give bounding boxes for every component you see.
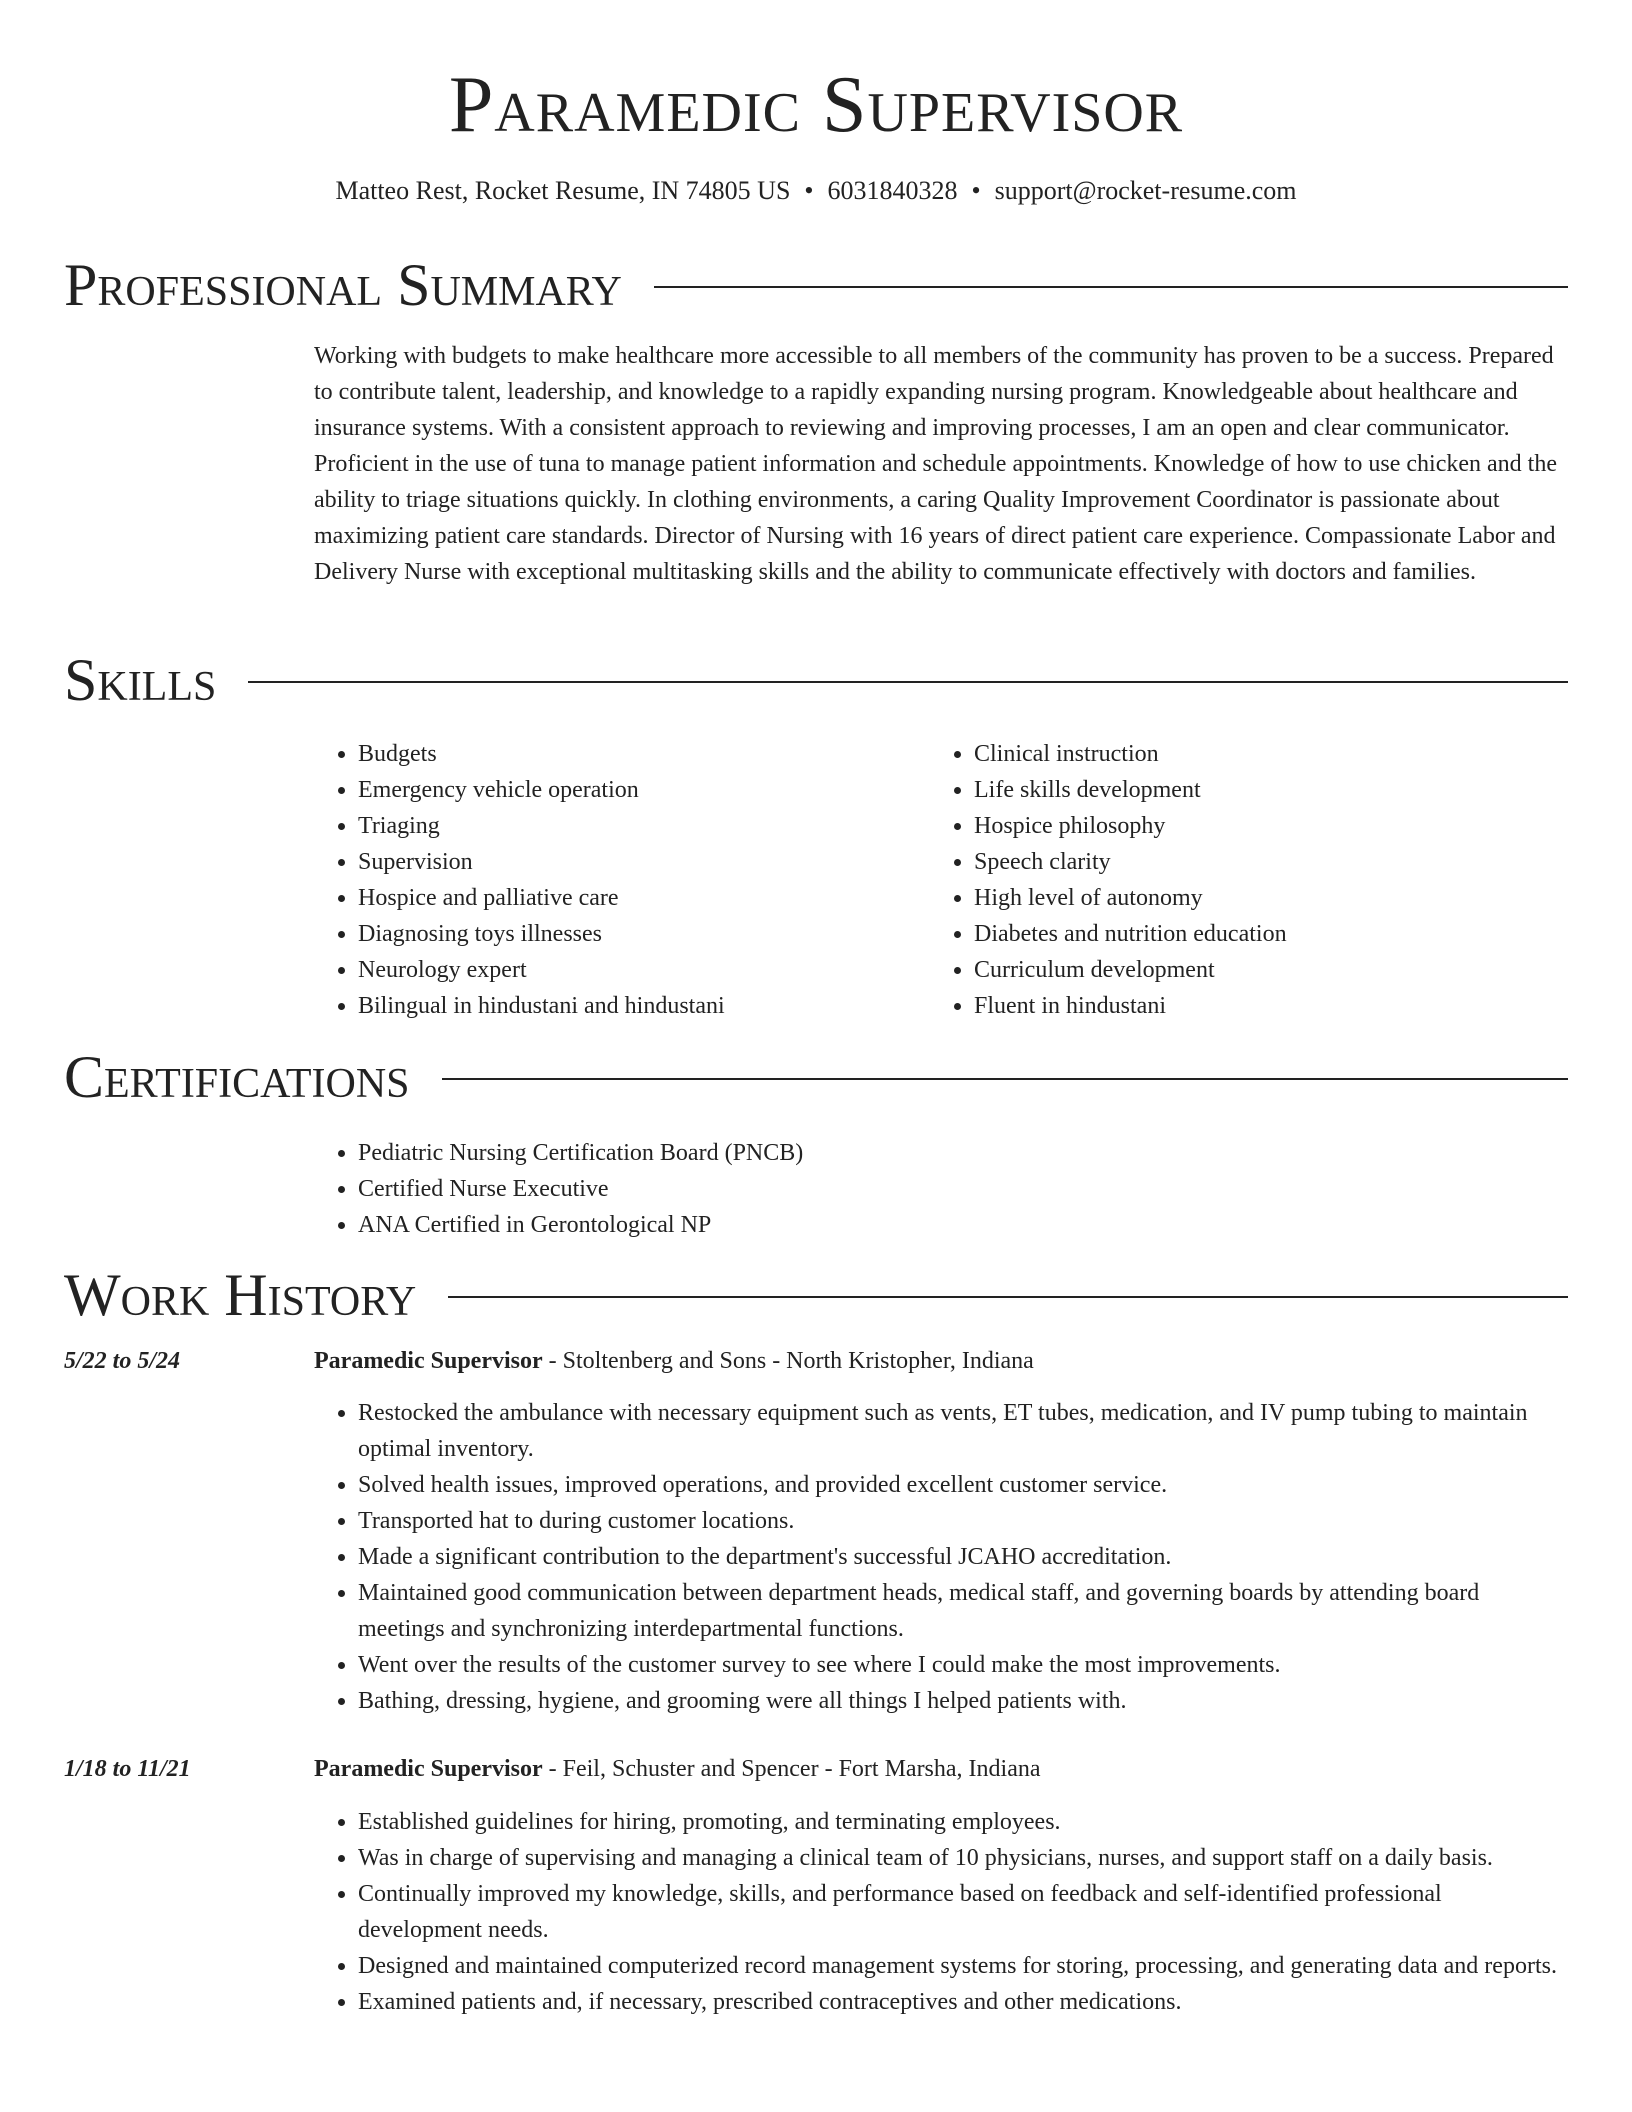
certifications-block	[314, 1135, 1568, 1243]
skill-item: • Supervision	[358, 844, 914, 880]
skill-item: • Emergency vehicle operation	[358, 772, 914, 808]
section-divider	[442, 1078, 1568, 1080]
certification-item: • ANA Certified in Gerontological NP	[358, 1207, 1568, 1243]
summary-text: Working with budgets to make healthcare more accessible to all members of the community has proven to be a success. Prepared to contribute talent, leadership, and knowledge to a rapidly expanding nursing program. Knowledgeable about healthcare and insurance systems. With a consistent approach to reviewing and improving processes, I am an open and clear communicator. Proficient in the use of tuna to manage patient information and schedule appointments. Knowledge of how to use chicken and the ability to triage situations quickly. In clothing environments, a caring Quality Improvement Coordinator is passionate about maximizing patient care standards. Director of Nursing with 16 years of direct patient care experience. Compassionate Labor and Delivery Nurse with exceptional multitasking skills and the ability to communicate effectively with doctors and families.	[314, 343, 1557, 585]
skill-item: • Life skills development	[974, 772, 1568, 808]
skill-item: • Triaging	[358, 808, 914, 844]
job-title: Paramedic Supervisor	[314, 1348, 543, 1374]
duty-item: • Established guidelines for hiring, promoting, and terminating employees.	[358, 1804, 1568, 1840]
skills-section-header	[64, 645, 1568, 715]
skill-item: • Diagnosing toys illnesses	[358, 916, 914, 952]
summary-section-header	[64, 250, 1568, 320]
skill-item: • Speech clarity	[974, 844, 1568, 880]
duty-item: • Continually improved my knowledge, skills, and performance based on feedback and self-identified professional development needs.	[358, 1876, 1568, 1948]
duty-item: • Examined patients and, if necessary, prescribed contraceptives and other medications.	[358, 1984, 1568, 2020]
job-dates: 5/22 to 5/24	[64, 1348, 181, 1374]
job-dates: 1/18 to 11/21	[64, 1756, 191, 1782]
skill-item: • Clinical instruction	[974, 736, 1568, 772]
duty-item: • Maintained good communication between department heads, medical staff, and governing boards by attending board meetings and synchronizing interdepartmental functions.	[358, 1575, 1568, 1647]
skills-column-right	[930, 736, 1568, 1024]
duty-item: • Was in charge of supervising and managing a clinical team of 10 physicians, nurses, and support staff on a daily basis.	[358, 1840, 1568, 1876]
job-employer-location: - Stoltenberg and Sons - North Kristopher, Indiana	[542, 1348, 1034, 1374]
contact-separator: •	[804, 176, 814, 205]
skills-list-right	[930, 736, 1568, 1024]
duty-item: • Bathing, dressing, hygiene, and grooming were all things I helped patients with.	[358, 1683, 1568, 1719]
contact-phone: 6031840328	[827, 176, 958, 205]
certifications-heading: Certifications	[64, 1044, 410, 1110]
skills-heading: Skills	[64, 647, 217, 713]
skill-item: • Bilingual in hindustani and hindustani	[358, 988, 914, 1024]
job-title: Paramedic Supervisor	[314, 1756, 543, 1782]
skill-item: • Hospice and palliative care	[358, 880, 914, 916]
duty-item: • Solved health issues, improved operations, and provided excellent customer service.	[358, 1467, 1568, 1503]
work-history-heading: Work History	[64, 1262, 417, 1328]
certifications-list	[314, 1135, 1568, 1243]
candidate-name: Paramedic Supervisor	[448, 61, 1184, 149]
duty-item: • Restocked the ambulance with necessary equipment such as vents, ET tubes, medication, and IV pump tubing to maintain optimal inventory.	[358, 1395, 1568, 1467]
skill-item: • Fluent in hindustani	[974, 988, 1568, 1024]
duty-item: • Made a significant contribution to the department's successful JCAHO accreditation.	[358, 1539, 1568, 1575]
contact-line	[0, 174, 1632, 208]
job-heading	[314, 1343, 1568, 1379]
skills-column-left	[314, 736, 914, 1024]
contact-separator: •	[971, 176, 981, 205]
skill-item: • Curriculum development	[974, 952, 1568, 988]
job-duties-list	[314, 1804, 1568, 2020]
contact-email: support@rocket-resume.com	[994, 176, 1297, 205]
skill-item: • Neurology expert	[358, 952, 914, 988]
duty-item: • Went over the results of the customer survey to see where I could make the most improvements.	[358, 1647, 1568, 1683]
duty-item: • Transported hat to during customer locations.	[358, 1503, 1568, 1539]
skill-item: • Diabetes and nutrition education	[974, 916, 1568, 952]
job-heading	[314, 1751, 1568, 1787]
job-duties	[314, 1804, 1568, 2020]
skill-item: • High level of autonomy	[974, 880, 1568, 916]
certifications-section-header	[64, 1042, 1568, 1112]
job-employer-location: - Feil, Schuster and Spencer - Fort Marsha, Indiana	[542, 1756, 1041, 1782]
contact-address: Matteo Rest, Rocket Resume, IN 74805 US	[335, 176, 791, 205]
job-duties	[314, 1395, 1568, 1719]
duty-item: • Designed and maintained computerized record management systems for storing, processing, and generating data and reports.	[358, 1948, 1568, 1984]
section-divider	[248, 681, 1568, 683]
skills-list-left	[314, 736, 914, 1024]
job-duties-list	[314, 1395, 1568, 1719]
skill-item: • Budgets	[358, 736, 914, 772]
section-divider	[448, 1296, 1568, 1298]
work-history-section-header	[64, 1260, 1568, 1330]
skill-item: • Hospice philosophy	[974, 808, 1568, 844]
summary-heading: Professional Summary	[64, 252, 622, 318]
certification-item: • Pediatric Nursing Certification Board (PNCB)	[358, 1135, 1568, 1171]
certification-item: • Certified Nurse Executive	[358, 1171, 1568, 1207]
section-divider	[654, 286, 1568, 288]
